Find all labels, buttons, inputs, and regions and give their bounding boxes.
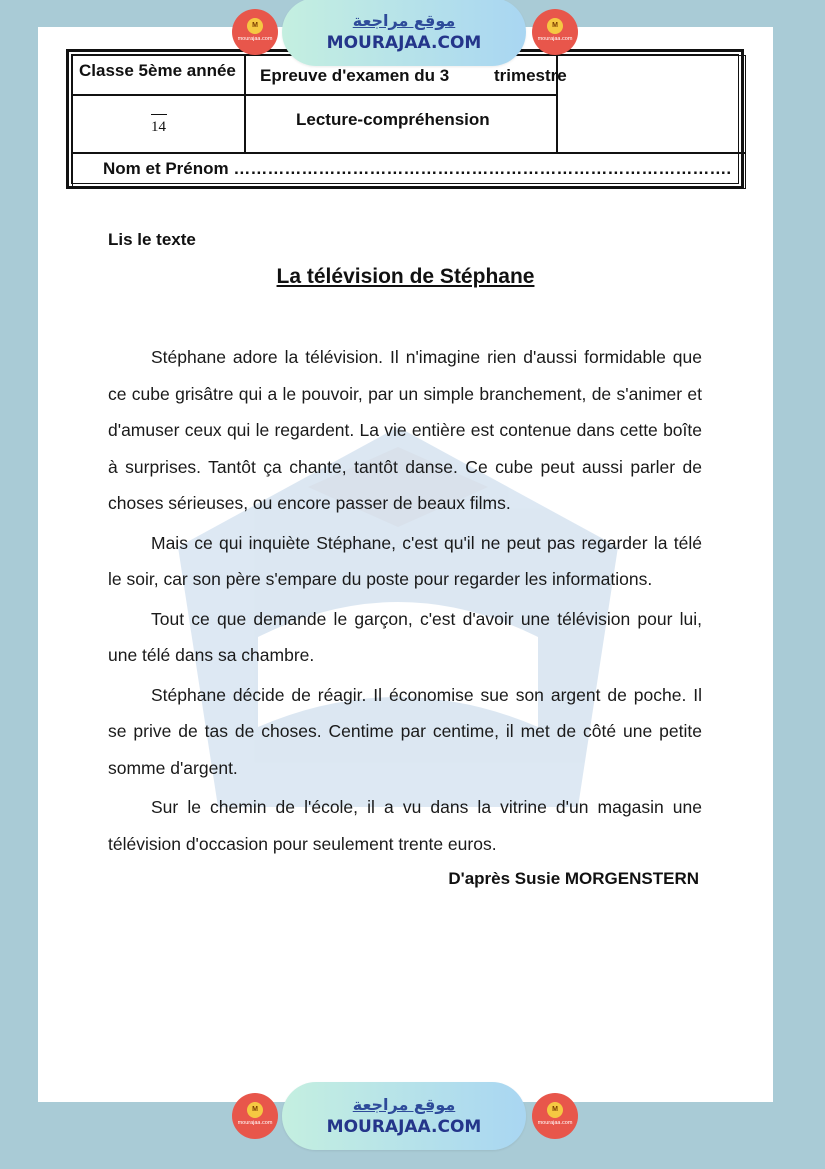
site-logo-icon: M mourajaa.com xyxy=(532,1093,578,1139)
header-blank-cell xyxy=(557,55,746,153)
paragraph: Stéphane décide de réagir. Il économise sue son argent de poche. Il se prive de tas de choses. Centime par centime, il met de côté une petite somme d'argent. xyxy=(108,684,702,778)
score-denominator: 14 xyxy=(151,119,166,135)
score-cell xyxy=(72,95,245,153)
site-url: MOURAJAA.COM xyxy=(326,33,482,53)
site-logo-icon: M mourajaa.com xyxy=(532,9,578,55)
text-title: La télévision de Stéphane xyxy=(276,265,535,288)
author-credit: D'après Susie MORGENSTERN xyxy=(448,869,699,888)
site-url: MOURAJAA.COM xyxy=(326,1117,482,1137)
subject-label: Lecture-compréhension xyxy=(245,95,557,153)
name-field[interactable]: Nom et Prénom ……………………………………………………………………………. xyxy=(72,153,746,189)
site-name-arabic: موقع مراجعة xyxy=(352,1095,456,1114)
exam-page xyxy=(38,27,773,1102)
paragraph: Tout ce que demande le garçon, c'est d'avoir une télévision pour lui, une télé dans sa chambre. xyxy=(108,608,702,665)
site-banner-top[interactable] xyxy=(232,0,578,68)
site-banner-bottom[interactable] xyxy=(232,1082,578,1152)
site-logo-icon: M mourajaa.com xyxy=(232,9,278,55)
reading-text xyxy=(108,339,702,865)
paragraph: Stéphane adore la télévision. Il n'imagine rien d'aussi formidable que ce cube grisâtre qui a le pouvoir, par un simple branchement, de s'animer et d'amuser ceux qui le regardent. La vie entière est contenue dans cette boîte à surprises. Tantôt ça chante, tantôt danse. Ce cube peut aussi parler de choses sérieuses, ou encore passer de beaux films. xyxy=(108,347,702,513)
paragraph: Mais ce qui inquiète Stéphane, c'est qu'il ne peut pas regarder la télé le soir, car son père s'empare du poste pour regarder les informations. xyxy=(108,532,702,589)
class-label: Classe 5ème année xyxy=(72,55,245,95)
site-link[interactable] xyxy=(282,0,526,66)
paragraph: Sur le chemin de l'école, il a vu dans la vitrine d'un magasin une télévision d'occasion pour seulement trente euros. xyxy=(108,797,702,854)
exam-trimester: trimestre xyxy=(493,66,567,85)
site-name-arabic: موقع مراجعة xyxy=(352,11,456,30)
site-link[interactable] xyxy=(282,1082,526,1150)
score-blank-line xyxy=(151,114,167,115)
site-logo-icon: M mourajaa.com xyxy=(232,1093,278,1139)
exam-title: Epreuve d'examen du 3 xyxy=(260,66,450,85)
header-table xyxy=(66,49,744,189)
instruction: Lis le texte xyxy=(108,230,196,249)
